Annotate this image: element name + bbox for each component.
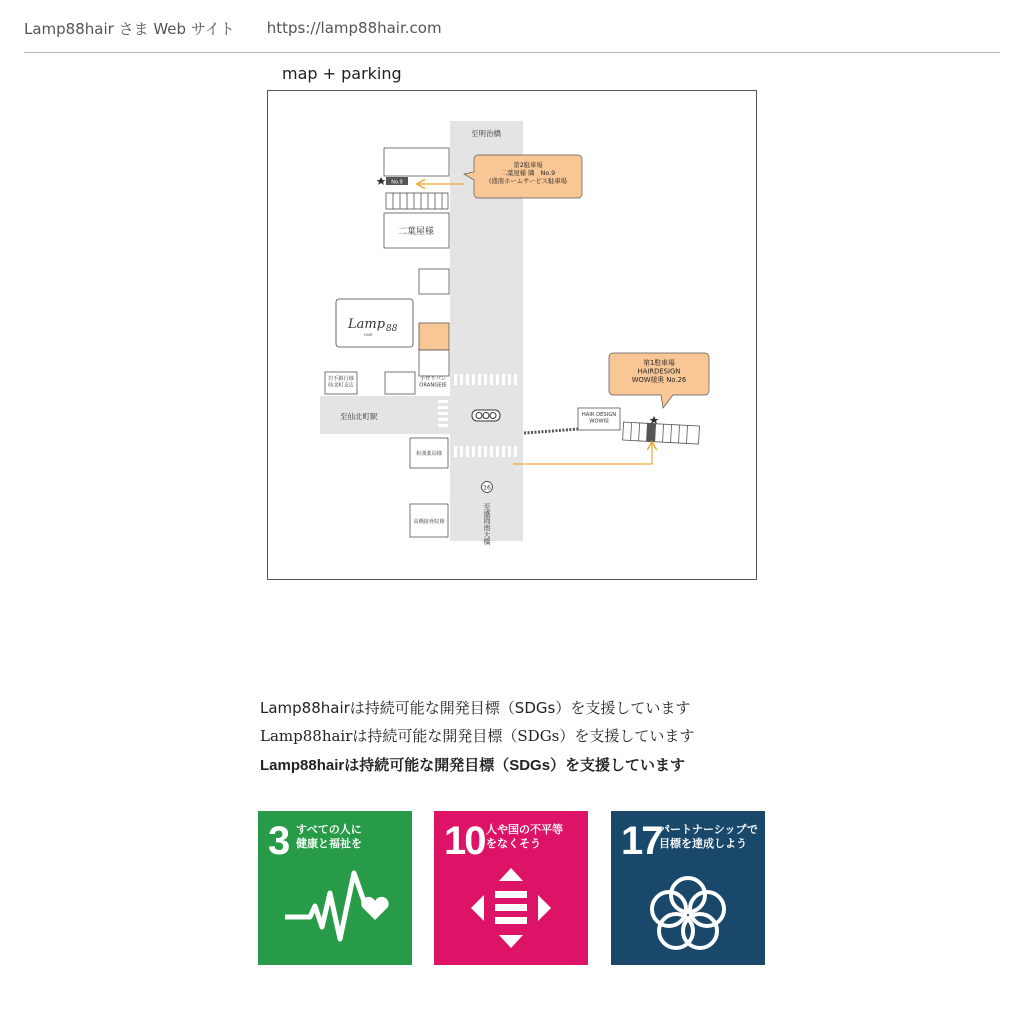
building [419,350,449,376]
sdg-goal-17-tile [611,811,765,965]
traffic-light-icon [472,410,500,421]
interlocking-rings-icon [611,811,765,965]
lamp88hair-logo [336,299,413,347]
equality-arrows-icon [434,811,588,965]
site-name: Lamp88hair さま Web サイト [24,19,235,38]
sdgs-statement-3: Lamp88hairは持続可能な開発目標（SDGs）を支援しています [260,757,686,774]
arrow-to-parking-1 [513,443,652,464]
svg-text:88: 88 [386,324,398,334]
svg-text:Lamp: Lamp [348,317,386,332]
star-icon [377,177,386,185]
heartbeat-icon [258,811,412,965]
parking-2-callout [464,155,582,198]
sdg-goal-number: 10 [444,819,485,863]
sdgs-statement-2: Lamp88hairは持続可能な開発目標（SDGs）を支援しています [260,727,695,745]
building [419,269,449,294]
sdgs-statement-1: Lamp88hairは持続可能な開発目標（SDGs）を支援しています [260,699,691,717]
sdg-goal-text: パートナーシップで 目標を達成しよう [659,823,758,850]
svg-text:第2駐車場二葉屋様 隣 No.9(盛南ホームサービス駐車場: 第2駐車場二葉屋様 隣 No.9 (盛南ホームサービス駐車場 [489,162,567,185]
map-frame [267,90,757,580]
map-title: map + parking [282,64,402,83]
building [385,372,415,394]
iwate-bank-label: 岩手銀行様仙北町支店 [328,376,354,389]
wow-label: HAIR DESIGN WOW様 [581,412,617,425]
west-road-label: 至仙北町駅 [340,412,378,421]
site-url[interactable]: https://lamp88hair.com [266,19,442,37]
sdg-goal-text: 人や国の不平等 をなくそう [486,823,563,850]
sdg-goal-number: 3 [268,819,289,863]
header-divider [24,52,1000,53]
route-number: 16 [483,484,491,492]
building [384,148,449,176]
wakan-label: 和漢薬局様 [416,451,442,457]
south-road-label: 至盛岡南大橋 [483,503,491,545]
sdg-goal-10-tile [434,811,588,965]
page-header [24,14,442,42]
star-icon [650,416,659,424]
parking-lot-2 [386,193,448,209]
sdg-goal-3-tile [258,811,412,965]
north-road-label: 至明治橋 [471,129,501,138]
access-map [268,91,756,579]
svg-text:第1駐車場HAIRDESIGNWOW様奥 No.26: 第1駐車場 HAIRDESIGN WOW様奥 No.26 [631,359,687,384]
orange-label: 手作りパン ORANGE様 [419,376,447,389]
lamp88hair-shop [419,323,449,350]
svg-text:HAIR: HAIR [364,333,373,337]
no9-label: No.9 [391,179,403,186]
sdg-goal-number: 17 [621,819,662,863]
sdg-goal-text: すべての人に 健康と福祉を [296,823,362,850]
futabaya-label: 二葉屋様 [397,227,435,237]
takahashi-label: 高橋接骨院様 [413,519,445,525]
parking-lot-1 [623,422,700,444]
parking-1-callout [609,353,709,408]
